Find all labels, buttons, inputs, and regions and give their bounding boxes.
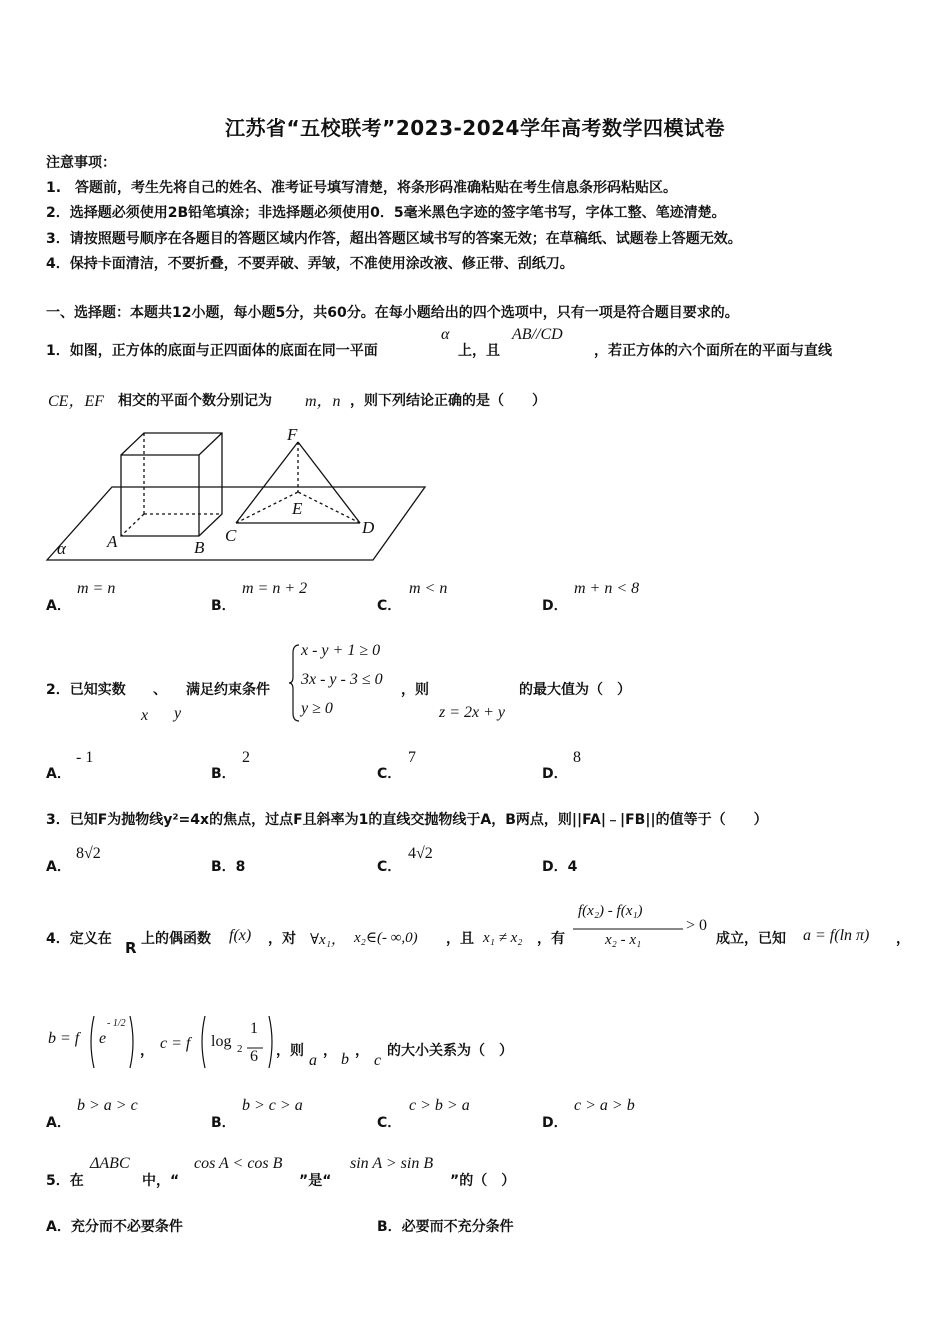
q4-text-d: ，且 bbox=[446, 931, 474, 947]
q2-option-a: - 1 bbox=[76, 749, 94, 766]
q2-constraint: y ≥ 0 bbox=[301, 700, 333, 717]
q4-text-g: ，则 bbox=[276, 1043, 304, 1059]
q2-z: z = 2x + y bbox=[439, 704, 506, 721]
q1-option-d-label: D． bbox=[542, 598, 568, 614]
q5-text-a: 5．在 bbox=[46, 1173, 84, 1189]
q4-r: R bbox=[125, 939, 137, 957]
label-b: B bbox=[194, 538, 205, 557]
notice-item: 2．选择题必须使用2B铅笔填涂；非选择题必须使用0．5毫米黑色字迹的签字笔书写，字体工整、笔迹清楚。 bbox=[46, 205, 726, 221]
q4-text-f: 成立，已知 bbox=[716, 931, 786, 947]
q3-option-b: B．8 bbox=[211, 859, 246, 875]
q4-gt0: > 0 bbox=[686, 917, 708, 934]
q5-cond2: sin A > sin B bbox=[350, 1155, 434, 1172]
tetra-edge-fd bbox=[298, 442, 360, 523]
q4-option-c-label: C． bbox=[377, 1115, 402, 1131]
q3-text: 3．已知F为抛物线y²=4x的焦点，过点F且斜率为1的直线交抛物线于A，B两点，则||FA|﹣|FB||的值等于（ ） bbox=[46, 812, 768, 828]
q4-text-e: ，有 bbox=[537, 931, 565, 947]
label-f: F bbox=[287, 425, 298, 444]
q1-text-d: 相交的平面个数分别记为 bbox=[118, 393, 272, 409]
q1-option-a-label: A． bbox=[46, 598, 71, 614]
q4-c-def: c = f bbox=[160, 1035, 191, 1052]
q1-alpha: α bbox=[441, 326, 450, 343]
q1-option-a: m = n bbox=[77, 580, 116, 597]
q1-option-c-label: C． bbox=[377, 598, 402, 614]
q1-option-b: m = n + 2 bbox=[242, 580, 308, 597]
q2-y: y bbox=[174, 705, 182, 722]
q5-option-a: A．充分而不必要条件 bbox=[46, 1219, 183, 1235]
q2-text-a: 2．已知实数 bbox=[46, 682, 126, 698]
notice-item: 3．请按照题号顺序在各题目的答题区域内作答，超出答题区域书写的答案无效；在草稿纸、试题卷上答题无效。 bbox=[46, 231, 742, 247]
q1-option-d: m + n < 8 bbox=[574, 580, 640, 597]
q2-text-d: 的最大值为（ ） bbox=[519, 682, 631, 698]
q2-constraint: 3x - y - 3 ≤ 0 bbox=[301, 671, 383, 688]
q4-text-a: 4．定义在 bbox=[46, 931, 112, 947]
q4-c-sub: 2 bbox=[237, 1043, 243, 1055]
q1-figure bbox=[0, 0, 950, 600]
q3-option-a: 8√2 bbox=[76, 845, 101, 862]
q4-forall: ∀x₁， bbox=[310, 932, 346, 948]
notice-item: 1. 答题前，考生先将自己的姓名、准考证号填写清楚，将条形码准确粘贴在考生信息条形码粘贴区。 bbox=[46, 180, 678, 196]
label-e: E bbox=[292, 499, 303, 518]
q4-comma: ， bbox=[896, 931, 910, 947]
q1-option-b-label: B． bbox=[211, 598, 236, 614]
q3-option-d: D．4 bbox=[542, 859, 578, 875]
q2-sep: 、 bbox=[153, 682, 167, 698]
q4-option-a-label: A． bbox=[46, 1115, 71, 1131]
q4-option-b: b > c > a bbox=[242, 1097, 303, 1114]
page-title: 江苏省“五校联考”2023-2024学年高考数学四模试卷 bbox=[225, 116, 725, 140]
q3-option-c: 4√2 bbox=[408, 845, 433, 862]
label-a: A bbox=[107, 532, 118, 551]
q4-comma: ， bbox=[355, 1043, 369, 1059]
q4-frac-bar bbox=[573, 928, 683, 930]
q2-option-c: 7 bbox=[408, 749, 416, 766]
tetra-hidden-de bbox=[298, 492, 360, 523]
q4-option-a: b > a > c bbox=[77, 1097, 138, 1114]
notice-heading: 注意事项： bbox=[46, 155, 116, 171]
q5-triangle: ΔABC bbox=[90, 1155, 130, 1172]
tetra-edge-fc bbox=[236, 442, 298, 523]
label-alpha: α bbox=[57, 539, 66, 558]
q1-option-c: m < n bbox=[409, 580, 448, 597]
q2-option-a-label: A． bbox=[46, 766, 71, 782]
q4-frac-num: f(x₂) - f(x₁) bbox=[578, 903, 643, 919]
q4-option-d-label: D． bbox=[542, 1115, 568, 1131]
q5-option-b: B．必要而不充分条件 bbox=[377, 1219, 514, 1235]
q2-option-b: 2 bbox=[242, 749, 250, 766]
section-header: 一、选择题：本题共12小题，每小题5分，共60分。在每小题给出的四个选项中，只有一项是符合题目要求的。 bbox=[46, 305, 739, 321]
q4-option-b-label: B． bbox=[211, 1115, 236, 1131]
q4-domain: x₂∈(- ∞,0) bbox=[354, 930, 418, 946]
q4-b-base: e bbox=[99, 1030, 107, 1047]
q4-comma: ， bbox=[140, 1043, 154, 1059]
q5-text-d: ”的（ ） bbox=[450, 1173, 516, 1189]
q2-text-b: 满足约束条件 bbox=[186, 682, 270, 698]
q4-text-b: 上的偶函数 bbox=[141, 931, 211, 947]
q1-text-e: ，则下列结论正确的是（ ） bbox=[350, 393, 546, 409]
q3-option-c-label: C． bbox=[377, 859, 402, 875]
q4-b-def: b = f bbox=[48, 1030, 80, 1047]
q4-comma: ， bbox=[323, 1043, 337, 1059]
q2-option-c-label: C． bbox=[377, 766, 402, 782]
q4-c-num: 1 bbox=[250, 1020, 258, 1037]
plane-alpha bbox=[47, 487, 425, 560]
q2-option-d-label: D． bbox=[542, 766, 568, 782]
q4-b-exp: - 1/2 bbox=[107, 1018, 126, 1029]
q2-option-b-label: B． bbox=[211, 766, 236, 782]
q4-var-a: a bbox=[309, 1052, 317, 1069]
q4-var-c: c bbox=[374, 1052, 382, 1069]
q3-option-a-label: A． bbox=[46, 859, 71, 875]
q4-var-b: b bbox=[341, 1051, 349, 1068]
label-c: C bbox=[225, 526, 237, 545]
q2-x: x bbox=[141, 707, 149, 724]
q4-c-log: log bbox=[211, 1033, 232, 1050]
q4-text-h: 的大小关系为（ ） bbox=[387, 1043, 513, 1059]
q1-parallel: AB//CD bbox=[512, 326, 563, 343]
q5-cond1: cos A < cos B bbox=[194, 1155, 283, 1172]
q2-brace bbox=[289, 643, 301, 723]
cube-edges bbox=[121, 433, 222, 536]
q2-text-c: ，则 bbox=[401, 682, 429, 698]
tetra-hidden-ce bbox=[236, 492, 298, 523]
q4-neq: x₁ ≠ x₂ bbox=[483, 930, 523, 946]
q1-text-a: 1．如图，正方体的底面与正四面体的底面在同一平面 bbox=[46, 343, 378, 359]
q4-text-c: ，对 bbox=[268, 931, 296, 947]
q1-mn: m，n bbox=[305, 393, 341, 410]
q5-text-c: ”是“ bbox=[299, 1173, 332, 1189]
cube-hidden-edge bbox=[121, 514, 144, 536]
label-d: D bbox=[362, 518, 375, 537]
q4-a-def: a = f(ln π) bbox=[803, 927, 870, 944]
q4-frac-den: x₂ - x₁ bbox=[605, 932, 642, 948]
notice-item: 4．保持卡面清洁，不要折叠，不要弄破、弄皱，不准使用涂改液、修正带、刮纸刀。 bbox=[46, 256, 574, 272]
q1-text-b: 上，且 bbox=[458, 343, 500, 359]
q5-text-b: 中，“ bbox=[142, 1173, 180, 1189]
q4-option-d: c > a > b bbox=[574, 1097, 635, 1114]
q2-constraint: x - y + 1 ≥ 0 bbox=[301, 642, 381, 659]
q1-text-c: ，若正方体的六个面所在的平面与直线 bbox=[594, 343, 832, 359]
q4-option-c: c > b > a bbox=[409, 1097, 470, 1114]
q2-option-d: 8 bbox=[573, 749, 581, 766]
q4-fx: f(x) bbox=[229, 927, 252, 944]
q4-c-den: 6 bbox=[250, 1048, 258, 1065]
q1-lines: CE，EF bbox=[48, 393, 104, 410]
